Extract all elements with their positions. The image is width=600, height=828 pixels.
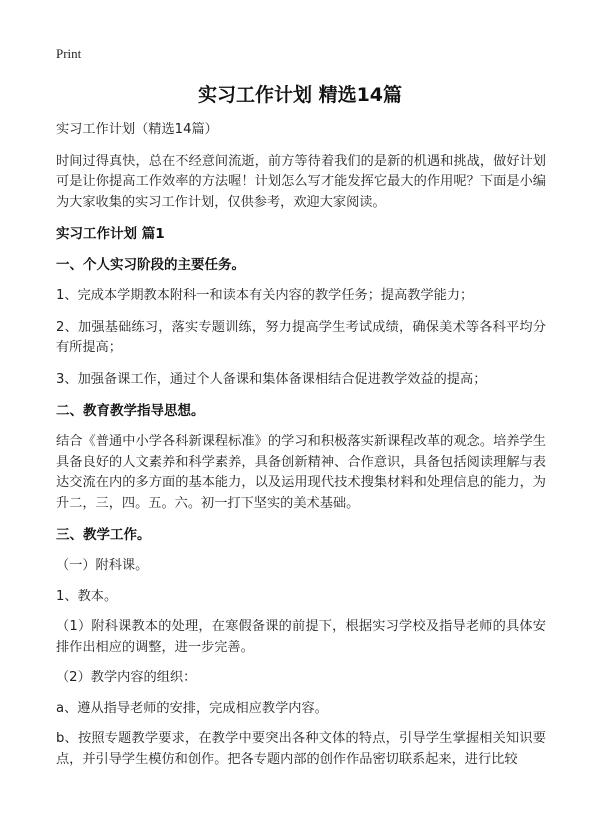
print-link[interactable]: Print [56, 46, 82, 61]
list-item: 1、教本。 [56, 588, 118, 604]
list-item: （2）教学内容的组织： [56, 670, 197, 685]
part3-heading: 三、教学工作。 [56, 527, 151, 543]
document-subtitle: 实习工作计划（精选14篇） [56, 122, 218, 137]
list-item: （1）附科课教本的处理，在寒假备课的前提下，根据实习学校及指导老师的具体安排作出相应的调整，进一步完善。 [56, 619, 546, 655]
list-item: b、按照专题教学要求，在教学中要突出各种文体的特点，引导学生掌握相关知识要点，并引导学生模仿和创作。把各专题内部的创作作品密切联系起来，进行比较 [56, 731, 546, 767]
part1-heading: 一、个人实习阶段的主要任务。 [56, 257, 245, 273]
list-item: 2、加强基础练习，落实专题训练，努力提高学生考试成绩，确保美术等各科平均分有所提高； [56, 319, 546, 355]
list-item: （一）附科课。 [56, 558, 149, 573]
part2-body: 结合《普通中小学各科新课程标准》的学习和积极落实新课程改革的观念。培养学生具备良好的人文素养和科学素养，具备创新精神、合作意识，具备包括阅读理解与表达交流在内的多方面的基本能力，以及运用现代技术搜集材料和处理信息的能力，为升二，三，四。五。六。初一打下坚实的美术基础。 [56, 434, 546, 511]
list-item: 1、完成本学期教本附科一和读本有关内容的教学任务；提高教学能力； [56, 288, 474, 303]
page-title: 实习工作计划 精选14篇 [197, 84, 403, 106]
list-item: 3、加强备课工作，通过个人备课和集体备课相结合促进教学效益的提高； [56, 371, 487, 387]
list-item: a、遵从指导老师的安排，完成相应教学内容。 [56, 700, 328, 716]
intro-paragraph: 时间过得真快，总在不经意间流逝，前方等待着我们的是新的机遇和挑战，做好计划可是让你提高工作效率的方法喔！计划怎么写才能发挥它最大的作用呢？下面是小编为大家收集的实习工作计划，仅供参考，欢迎大家阅读。 [56, 153, 546, 210]
part2-heading: 二、教育教学指导思想。 [56, 403, 205, 419]
document-body [56, 120, 546, 780]
section-title: 实习工作计划 篇1 [56, 226, 165, 242]
